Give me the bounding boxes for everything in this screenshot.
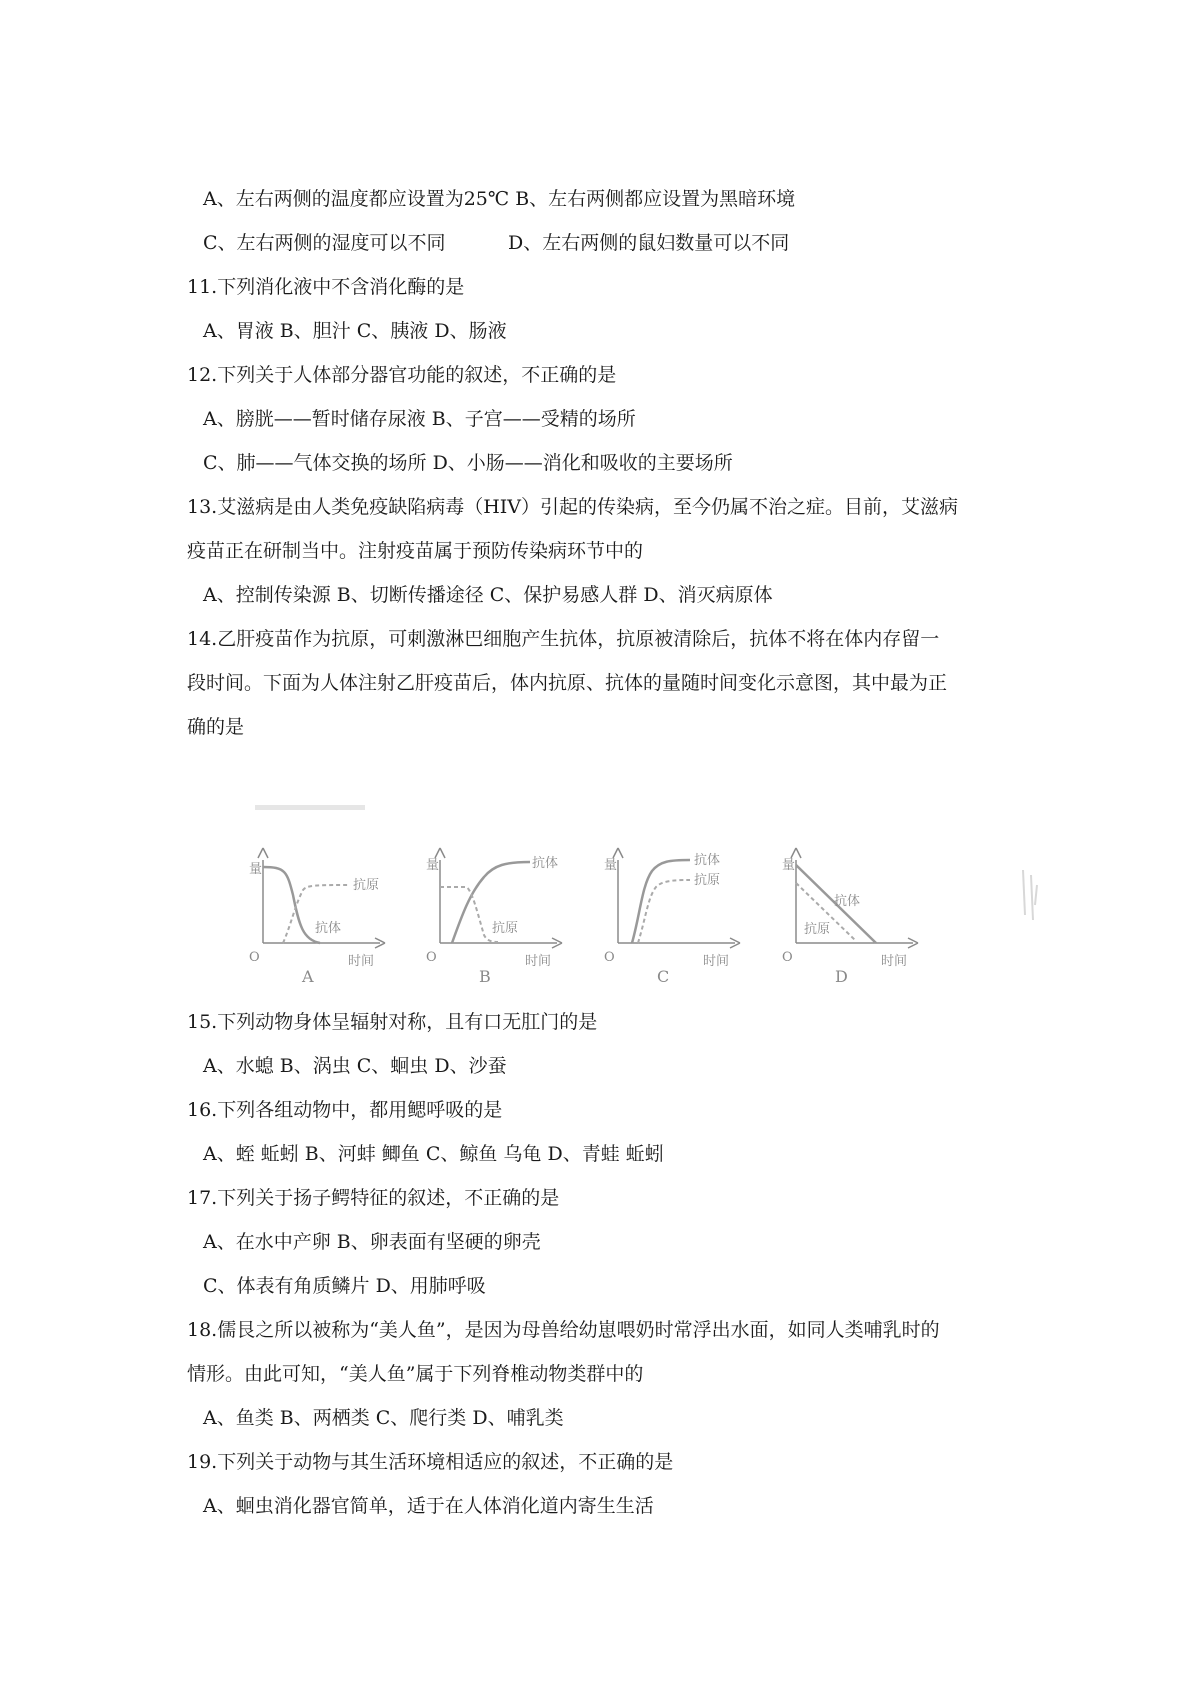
x-label-d: 时间 [881,954,908,969]
question-11-options: A、胃液 B、胆汁 C、胰液 D、肠液 [203,320,507,342]
scan-smudge [1015,865,1045,925]
antigen-label-d: 抗原 [804,922,831,937]
x-label-c: 时间 [703,954,730,969]
origin-a: O [249,950,260,965]
antibody-label-b: 抗体 [532,856,559,871]
antibody-label-c: 抗体 [694,853,721,868]
caption-c: C [657,967,670,986]
question-14: 14.乙肝疫苗作为抗原，可刺激淋巴细胞产生抗体，抗原被清除后，抗体不将在体内存留一 [187,628,940,650]
question-13: 13.艾滋病是由人类免疫缺陷病毒（HIV）引起的传染病，至今仍属不治之症。目前，艾滋病 [187,496,959,518]
y-label-d: 量 [782,858,796,873]
origin-b: O [426,950,437,965]
question-18: 18.儒艮之所以被称为“美人鱼”，是因为母兽给幼崽喂奶时常浮出水面，如同人类哺乳时的 [187,1319,940,1341]
antigen-label-b: 抗原 [492,921,519,936]
y-label-a: 量 [249,862,263,877]
q10-option-d: D、左右两侧的鼠妇数量可以不同 [508,232,790,254]
question-15: 15.下列动物身体呈辐射对称，且有口无肛门的是 [187,1011,598,1033]
q10-options-ab: A、左右两侧的温度都应设置为25℃ B、左右两侧都应设置为黑暗环境 [203,188,796,210]
graph-c [604,805,780,986]
antigen-antibody-figure [249,805,1045,986]
caption-b: B [479,967,491,986]
question-13-cont: 疫苗正在研制当中。注射疫苗属于预防传染病环节中的 [187,540,644,562]
x-label-b: 时间 [525,954,552,969]
graph-a [249,805,425,986]
origin-d: O [782,950,793,965]
question-17: 17.下列关于扬子鳄特征的叙述，不正确的是 [187,1187,560,1209]
y-label-b: 量 [426,858,440,873]
question-17-options-ab: A、在水中产卵 B、卵表面有坚硬的卵壳 [203,1231,541,1253]
question-11: 11.下列消化液中不含消化酶的是 [187,276,465,298]
graph-b [426,805,602,986]
question-12-options-cd: C、肺——气体交换的场所 D、小肠——消化和吸收的主要场所 [203,452,733,474]
antigen-label-a: 抗原 [353,878,380,893]
question-14-cont: 段时间。下面为人体注射乙肝疫苗后，体内抗原、抗体的量随时间变化示意图，其中最为正 [187,672,948,694]
x-label-a: 时间 [348,954,375,969]
question-15-options: A、水螅 B、涡虫 C、蛔虫 D、沙蚕 [203,1055,507,1077]
antibody-label-d: 抗体 [834,894,861,909]
question-19-option-a: A、蛔虫消化器官简单，适于在人体消化道内寄生生活 [203,1495,654,1517]
question-16: 16.下列各组动物中，都用鳃呼吸的是 [187,1099,503,1121]
caption-d: D [835,967,848,986]
question-12: 12.下列关于人体部分器官功能的叙述，不正确的是 [187,364,617,386]
question-19: 19.下列关于动物与其生活环境相适应的叙述，不正确的是 [187,1451,674,1473]
origin-c: O [604,950,615,965]
question-17-options-cd: C、体表有角质鳞片 D、用肺呼吸 [203,1275,486,1297]
question-12-options-ab: A、膀胱——暂时储存尿液 B、子宫——受精的场所 [203,408,636,430]
question-13-options: A、控制传染源 B、切断传播途径 C、保护易感人群 D、消灭病原体 [203,584,773,606]
question-14-cont2: 确的是 [187,716,245,738]
y-label-c: 量 [604,858,618,873]
question-18-options: A、鱼类 B、两栖类 C、爬行类 D、哺乳类 [203,1407,564,1429]
graph-d [782,805,958,986]
caption-a: A [302,967,314,986]
question-18-cont: 情形。由此可知，“美人鱼”属于下列脊椎动物类群中的 [187,1363,644,1385]
q10-option-c: C、左右两侧的湿度可以不同 [203,232,446,254]
antigen-label-c: 抗原 [694,873,721,888]
antibody-label-a: 抗体 [315,921,342,936]
question-16-options: A、蛭 蚯蚓 B、河蚌 鲫鱼 C、鲸鱼 乌龟 D、青蛙 蚯蚓 [203,1143,664,1165]
